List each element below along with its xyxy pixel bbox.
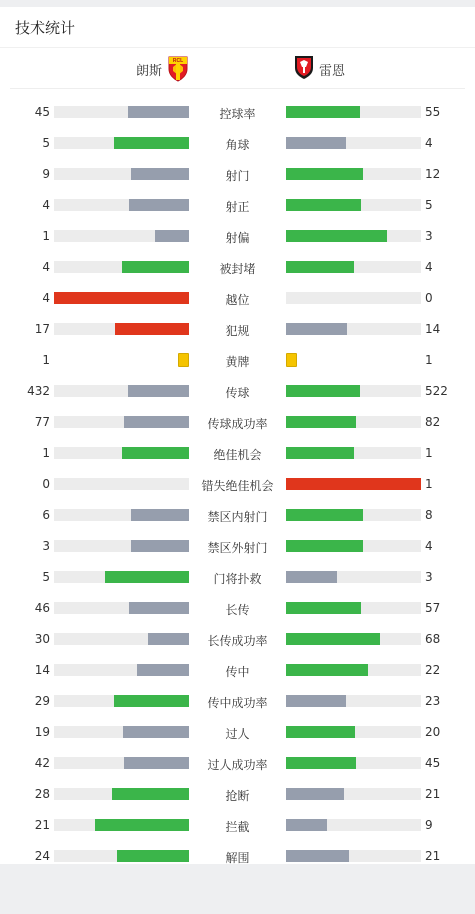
home-bar-fill [123, 726, 189, 738]
home-bar-fill [148, 633, 189, 645]
stat-row [0, 128, 475, 159]
away-value: 9 [425, 818, 433, 832]
home-bar-track [54, 602, 189, 614]
away-bar-fill [286, 602, 361, 614]
stat-row [0, 562, 475, 593]
home-bar-track [54, 757, 189, 769]
away-bar-track [286, 478, 421, 490]
home-bar-track [54, 137, 189, 149]
home-bar-track [54, 447, 189, 459]
away-bar-fill [286, 168, 363, 180]
away-bar-fill [286, 106, 360, 118]
home-value: 29 [34, 694, 50, 708]
away-bar-track [286, 416, 421, 428]
home-value: 3 [42, 539, 50, 553]
away-bar-track [286, 230, 421, 242]
home-bar-fill [105, 571, 189, 583]
away-value: 522 [425, 384, 448, 398]
stat-label: 解围 [225, 851, 250, 865]
away-bar-track [286, 850, 421, 862]
away-bar-track [286, 819, 421, 831]
away-bar-fill [286, 478, 421, 490]
away-bar-track [286, 664, 421, 676]
home-bar-track [54, 571, 189, 583]
stats-card [0, 7, 475, 864]
stat-row [0, 779, 475, 810]
stat-label: 门将扑救 [213, 572, 262, 586]
stat-label: 禁区内射门 [207, 510, 268, 524]
away-bar-track [286, 385, 421, 397]
home-bar-fill [115, 323, 189, 335]
stat-row [0, 376, 475, 407]
home-value: 4 [42, 198, 50, 212]
home-value: 9 [42, 167, 50, 181]
away-bar-fill [286, 199, 361, 211]
home-value: 1 [42, 353, 50, 367]
stat-row [0, 686, 475, 717]
home-bar-track [54, 416, 189, 428]
home-bar-fill [131, 540, 189, 552]
away-value: 8 [425, 508, 433, 522]
stat-label: 犯规 [225, 324, 250, 338]
home-bar-track [54, 230, 189, 242]
home-bar-fill [129, 602, 189, 614]
away-bar-fill [286, 261, 354, 273]
home-bar-fill [122, 447, 190, 459]
home-bar-fill [128, 385, 189, 397]
away-value: 68 [425, 632, 441, 646]
stat-label: 错失绝佳机会 [201, 479, 274, 493]
stat-row [0, 221, 475, 252]
home-value: 30 [34, 632, 50, 646]
away-bar-track [286, 106, 421, 118]
away-bar-track [286, 323, 421, 335]
home-bar-fill [124, 416, 189, 428]
stat-row [0, 748, 475, 779]
stat-row [0, 190, 475, 221]
away-value: 1 [425, 446, 433, 460]
home-bar-track [54, 788, 189, 800]
stat-label: 射偏 [225, 231, 250, 245]
home-value: 77 [34, 415, 50, 429]
away-bar-fill [286, 695, 346, 707]
teams-divider [10, 88, 465, 89]
away-bar-track [286, 788, 421, 800]
stat-label: 过人成功率 [207, 758, 268, 772]
stats-list [0, 97, 475, 872]
home-bar-fill [54, 292, 189, 304]
away-value: 5 [425, 198, 433, 212]
home-bar-fill [112, 788, 189, 800]
away-value: 14 [425, 322, 441, 336]
home-bar-fill [137, 664, 190, 676]
stat-label: 传球成功率 [207, 417, 268, 431]
home-bar-track [54, 726, 189, 738]
away-value: 45 [425, 756, 441, 770]
section-title: 技术统计 [15, 19, 76, 37]
away-bar-track [286, 168, 421, 180]
away-value: 1 [425, 353, 433, 367]
away-bar-track [286, 633, 421, 645]
away-bar-fill [286, 509, 363, 521]
stat-row [0, 159, 475, 190]
away-value: 1 [425, 477, 433, 491]
home-value: 14 [34, 663, 50, 677]
header-divider [0, 47, 475, 48]
stat-row [0, 624, 475, 655]
home-bar-track [54, 292, 189, 304]
stat-row [0, 469, 475, 500]
away-bar-track [286, 261, 421, 273]
stat-label: 长传成功率 [207, 634, 268, 648]
stat-row [0, 97, 475, 128]
away-value: 22 [425, 663, 441, 677]
away-bar-fill [286, 447, 354, 459]
stat-label: 传中 [225, 665, 250, 679]
away-bar-fill [286, 788, 344, 800]
away-value: 3 [425, 229, 433, 243]
away-bar-track [286, 726, 421, 738]
away-bar-fill [286, 323, 347, 335]
stat-label: 拦截 [225, 820, 250, 834]
home-bar-fill [122, 261, 190, 273]
away-bar-track [286, 695, 421, 707]
home-bar-fill [114, 137, 189, 149]
away-value: 55 [425, 105, 441, 119]
home-bar-track [54, 509, 189, 521]
home-value: 42 [34, 756, 50, 770]
stat-label: 长传 [225, 603, 250, 617]
home-bar-track [54, 664, 189, 676]
stat-label: 射门 [225, 169, 250, 183]
home-bar-fill [117, 850, 189, 862]
home-value: 19 [34, 725, 50, 739]
home-bar-track [54, 199, 189, 211]
home-bar-fill [155, 230, 189, 242]
home-value: 4 [42, 291, 50, 305]
away-bar-fill [286, 850, 349, 862]
home-bar-track [54, 540, 189, 552]
away-bar-track [286, 602, 421, 614]
away-value: 4 [425, 539, 433, 553]
stat-row [0, 841, 475, 872]
home-bar-track [54, 819, 189, 831]
away-value: 20 [425, 725, 441, 739]
away-bar-fill [286, 664, 368, 676]
home-bar-track [54, 168, 189, 180]
home-bar-track [54, 261, 189, 273]
away-bar-track [286, 199, 421, 211]
stat-row [0, 345, 475, 376]
away-value: 4 [425, 260, 433, 274]
home-bar-fill [131, 168, 189, 180]
away-value: 21 [425, 849, 441, 863]
home-value: 17 [34, 322, 50, 336]
stat-label: 射正 [225, 200, 250, 214]
lens-crest-icon[interactable] [167, 55, 189, 82]
away-value: 3 [425, 570, 433, 584]
home-bar-track [54, 323, 189, 335]
away-bar-track [286, 509, 421, 521]
stat-row [0, 593, 475, 624]
stat-label: 传球 [225, 386, 250, 400]
stat-label: 抢断 [225, 789, 250, 803]
away-team-name[interactable]: 雷恩 [319, 64, 346, 79]
home-value: 432 [27, 384, 50, 398]
home-bar-track [54, 478, 189, 490]
home-bar-track [54, 695, 189, 707]
stat-label: 越位 [225, 293, 250, 307]
home-value: 1 [42, 229, 50, 243]
stat-row [0, 314, 475, 345]
away-bar-fill [286, 416, 356, 428]
away-bar-track [286, 540, 421, 552]
home-bar-fill [95, 819, 190, 831]
home-value: 5 [42, 570, 50, 584]
home-value: 28 [34, 787, 50, 801]
away-bar-fill [286, 726, 355, 738]
home-value: 45 [34, 105, 50, 119]
away-bar-fill [286, 137, 346, 149]
away-bar-track [286, 757, 421, 769]
home-bar-fill [124, 757, 189, 769]
stat-row [0, 500, 475, 531]
home-value: 21 [34, 818, 50, 832]
stat-label: 绝佳机会 [213, 448, 262, 462]
yellow-card-icon [286, 353, 297, 367]
svg-text:RCL: RCL [172, 58, 184, 64]
stat-label: 禁区外射门 [207, 541, 268, 555]
home-bar-track [54, 633, 189, 645]
away-value: 12 [425, 167, 441, 181]
away-value: 82 [425, 415, 441, 429]
away-value: 23 [425, 694, 441, 708]
away-bar-track [286, 571, 421, 583]
yellow-card-icon [178, 353, 189, 367]
away-bar-fill [286, 571, 337, 583]
home-value: 6 [42, 508, 50, 522]
away-bar-fill [286, 540, 363, 552]
home-value: 1 [42, 446, 50, 460]
away-bar-fill [286, 230, 387, 242]
home-value: 24 [34, 849, 50, 863]
stat-row [0, 252, 475, 283]
home-bar-track [54, 850, 189, 862]
rennes-crest-icon[interactable] [293, 55, 315, 80]
home-bar-fill [129, 199, 189, 211]
home-bar-fill [114, 695, 189, 707]
away-value: 4 [425, 136, 433, 150]
stat-row [0, 283, 475, 314]
home-bar-fill [128, 106, 189, 118]
away-bar-fill [286, 757, 356, 769]
away-bar-track [286, 447, 421, 459]
home-bar-track [54, 385, 189, 397]
stat-row [0, 810, 475, 841]
home-value: 0 [42, 477, 50, 491]
stat-label: 过人 [225, 727, 250, 741]
stat-row [0, 655, 475, 686]
stat-row [0, 531, 475, 562]
stat-label: 角球 [225, 138, 250, 152]
stat-label: 传中成功率 [207, 696, 268, 710]
stat-row [0, 717, 475, 748]
away-bar-fill [286, 633, 380, 645]
stat-label: 被封堵 [219, 262, 256, 276]
stat-row [0, 407, 475, 438]
away-bar-fill [286, 385, 360, 397]
stat-label: 控球率 [219, 107, 256, 121]
away-value: 0 [425, 291, 433, 305]
home-bar-track [54, 106, 189, 118]
stat-row [0, 438, 475, 469]
teams-header [0, 55, 475, 83]
home-value: 46 [34, 601, 50, 615]
away-bar-fill [286, 819, 327, 831]
home-bar-fill [131, 509, 189, 521]
away-bar-track [286, 292, 421, 304]
away-bar-track [286, 137, 421, 149]
away-value: 21 [425, 787, 441, 801]
home-value: 5 [42, 136, 50, 150]
stat-label: 黄牌 [225, 355, 250, 369]
home-value: 4 [42, 260, 50, 274]
home-team-name[interactable]: 朗斯 [135, 64, 162, 79]
away-value: 57 [425, 601, 441, 615]
